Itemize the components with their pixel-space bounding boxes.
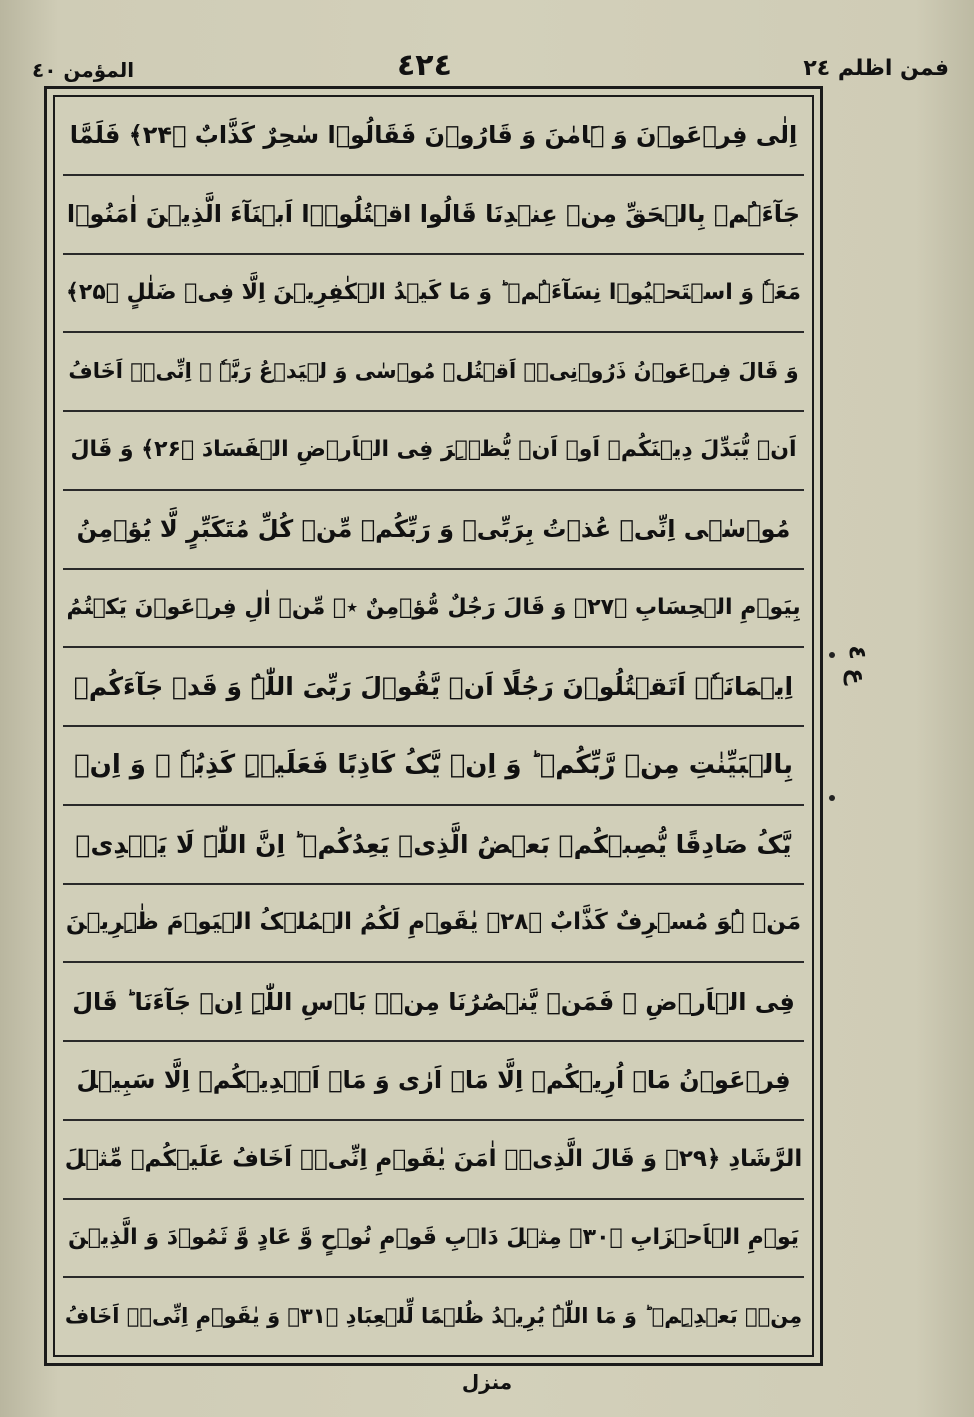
text-frame [44,86,823,1366]
verse-line: بِالۡبَیِّنٰتِ مِنۡ رَّبِّکُمۡ ؕ وَ اِنۡ یَّکُ کَاذِبًا فَعَلَیۡہِ کَذِبُہٗ ۚ وَ اِنۡ [63,727,804,806]
margin-dot [829,795,835,801]
page-number: ٤٢٤ [397,48,452,83]
verse-line: مَعَہٗ وَ اسۡتَحۡیُوۡا نِسَآءَہُمۡ ؕ وَ مَا کَیۡدُ الۡکٰفِرِیۡنَ اِلَّا فِیۡ ضَلٰلٍ ﴿۲۵﴾ [63,255,804,334]
verse-line: اِلٰی فِرۡعَوۡنَ وَ ہَامٰنَ وَ قَارُوۡنَ فَقَالُوۡا سٰحِرٌ کَذَّابٌ ﴿۲۴﴾ فَلَمَّا [63,97,804,176]
verse-line: مُوۡسٰۤی اِنِّیۡ عُذۡتُ بِرَبِّیۡ وَ رَبِّکُمۡ مِّنۡ کُلِّ مُتَکَبِّرٍ لَّا یُؤۡمِنُ [63,491,804,570]
verse-line: مِنۡۢ بَعۡدِہِمۡ ؕ وَ مَا اللّٰہُ یُرِیۡدُ ظُلۡمًا لِّلۡعِبَادِ ﴿۳۱﴾ وَ یٰقَوۡمِ اِنِّیۡۤ اَخَافُ [64,1304,803,1329]
verse-line: فِی الۡاَرۡضِ ۫ فَمَنۡ یَّنۡصُرُنَا مِنۡۢ بَاۡسِ اللّٰہِ اِنۡ جَآءَنَا ؕ قَالَ [63,963,804,1042]
manzil-label: منزل [461,1370,513,1394]
ruku-marker-text: ع ٤ [844,645,872,685]
verse-lines [63,97,804,1355]
page-header [22,48,949,88]
margin-dot [829,652,835,658]
verse-line: الرَّشَادِ ﴿۲۹﴾ وَ قَالَ الَّذِیۡۤ اٰمَنَ یٰقَوۡمِ اِنِّیۡۤ اَخَافُ عَلَیۡکُمۡ مِّثۡلَ [63,1121,804,1200]
verse-line: جَآءَہُمۡ بِالۡحَقِّ مِنۡ عِنۡدِنَا قَالُوا اقۡتُلُوۡۤا اَبۡنَآءَ الَّذِیۡنَ اٰمَنُوۡا [63,176,804,255]
surah-name: المؤمن ٤٠ [32,58,135,82]
verse-line: فِرۡعَوۡنُ مَاۤ اُرِیۡکُمۡ اِلَّا مَاۤ اَرٰی وَ مَاۤ اَہۡدِیۡکُمۡ اِلَّا سَبِیۡلَ [63,1042,804,1121]
verse-line: اَنۡ یُّبَدِّلَ دِیۡنَکُمۡ اَوۡ اَنۡ یُّظۡہِرَ فِی الۡاَرۡضِ الۡفَسَادَ ﴿۲۶﴾ وَ قَالَ [63,412,804,491]
page-footer [0,1370,974,1394]
verse-line: بِیَوۡمِ الۡحِسَابِ ﴿۲۷﴾ وَ قَالَ رَجُلٌ مُّؤۡمِنٌ ٭ۖ مِّنۡ اٰلِ فِرۡعَوۡنَ یَکۡتُمُ [63,570,804,649]
verse-line: یَوۡمِ الۡاَحۡزَابِ ﴿۳۰﴾ مِثۡلَ دَاۡبِ قَوۡمِ نُوۡحٍ وَّ عَادٍ وَّ ثَمُوۡدَ وَ الَّذِیۡنَ [63,1200,804,1279]
verse-line: مَنۡ ہُوَ مُسۡرِفٌ کَذَّابٌ ﴿۲۸﴾ یٰقَوۡمِ لَکُمُ الۡمُلۡکُ الۡیَوۡمَ ظٰہِرِیۡنَ [63,885,804,964]
juz-name: فمن اظلم ٢٤ [803,56,949,81]
verse-line: اِیۡمَانَہٗۤ اَتَقۡتُلُوۡنَ رَجُلًا اَنۡ یَّقُوۡلَ رَبِّیَ اللّٰہُ وَ قَدۡ جَآءَکُمۡ [63,648,804,727]
verse-line: وَ قَالَ فِرۡعَوۡنُ ذَرُوۡنِیۡۤ اَقۡتُلۡ مُوۡسٰی وَ لۡیَدۡعُ رَبَّہٗ ۚ اِنِّیۡۤ اَخَافُ [63,333,804,412]
verse-line: یَّکُ صَادِقًا یُّصِبۡکُمۡ بَعۡضُ الَّذِیۡ یَعِدُکُمۡ ؕ اِنَّ اللّٰہَ لَا یَہۡدِیۡ [63,806,804,885]
text-frame-inner [53,95,814,1357]
ruku-marker [838,600,878,730]
